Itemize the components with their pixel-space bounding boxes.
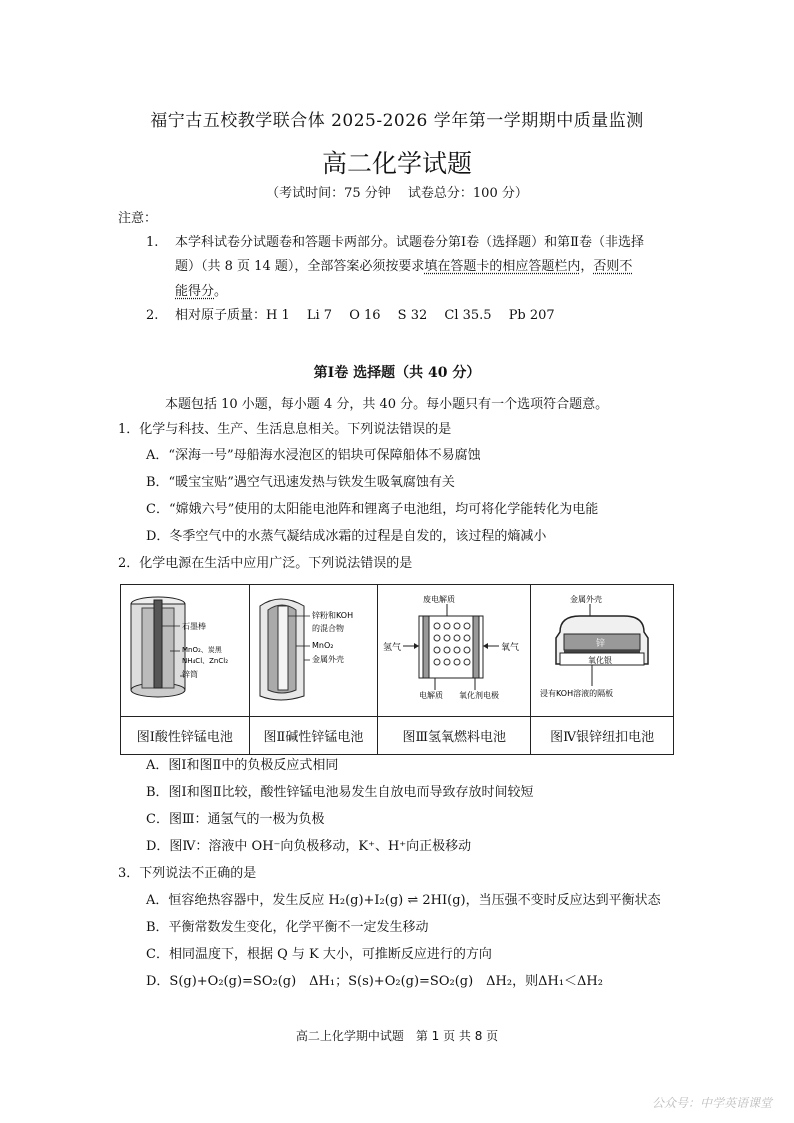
fig4-label-metal-shell: 金属外壳 (570, 595, 603, 604)
figure-3-caption: 图Ⅲ氢氧燃料电池 (378, 717, 531, 755)
section-1-title: 第Ⅰ卷 选择题（共 40 分） (313, 365, 481, 381)
fig3-label-hydrogen: 氢气 (383, 643, 402, 653)
q1-option-c: C．“嫦娥六号”使用的太阳能电池阵和锂离子电池组，均可将化学能转化为电能 (146, 502, 599, 517)
fig4-label-separator: 浸有KOH溶液的隔板 (540, 689, 614, 698)
q2-option-b: B．图Ⅰ和图Ⅱ比较，酸性锌锰电池易发生自放电而导致存放时间较短 (146, 785, 534, 800)
acidic-zinc-manganese-battery-diagram (122, 586, 248, 711)
note-1-emphasis-3: 能得分 (175, 284, 215, 299)
note-1-line-1: 本学科试卷分试题卷和答题卡两部分。试题卷分第Ⅰ卷（选择题）和第Ⅱ卷（非选择 (175, 235, 644, 250)
q2-stem: 2．化学电源在生活中应用广泛。下列说法错误的是 (118, 556, 413, 571)
fig3-label-waste-electrolyte: 废电解质 (423, 595, 456, 604)
alkaline-zinc-manganese-battery-diagram (250, 586, 376, 711)
fig1-label-graphite: 石墨棒 (181, 622, 206, 631)
figure-3-cell (378, 585, 531, 717)
fig3-label-oxidant-electrode: 氧化剂电极 (459, 691, 500, 700)
note-1-line-3 (175, 282, 227, 302)
q3-option-b: B．平衡常数发生变化，化学平衡不一定发生移动 (146, 920, 429, 935)
battery-figure-table (120, 584, 674, 755)
silver-zinc-button-cell-diagram (532, 586, 672, 711)
note-1-comma: ， (580, 259, 594, 274)
note-1-line-2 (175, 257, 632, 277)
q2-option-c: C．图Ⅲ：通氢气的一极为负极 (146, 812, 325, 827)
section-1-desc: 本题包括 10 小题，每小题 4 分，共 40 分。每小题只有一个选项符合题意。 (165, 397, 609, 412)
watermark: 公众号：中学英语课堂 (651, 1096, 772, 1110)
note-1-number: 1. (146, 235, 159, 250)
note-1-emphasis-2: 否则不 (593, 259, 633, 274)
notes-label: 注意： (118, 211, 158, 226)
q2-option-a: A．图Ⅰ和图Ⅱ中的负极反应式相同 (146, 758, 339, 773)
figure-1-cell (121, 585, 250, 717)
q1-stem: 1．化学与科技、生产、生活息息相关。下列说法错误的是 (118, 422, 452, 437)
q1-option-b: B．“暖宝宝贴”遇空气迅速发热与铁发生吸氧腐蚀有关 (146, 475, 455, 490)
fig1-label-mno2: MnO₂、炭黑 (181, 646, 222, 654)
fig1-label-electrolyte: NH₄Cl、ZnCl₂ (181, 657, 228, 665)
school-header: 福宁古五校教学联合体 2025-2026 学年第一学期期中质量监测 (150, 111, 644, 131)
page-title: 高二化学试题 (321, 149, 472, 178)
q3-stem: 3．下列说法不正确的是 (118, 866, 257, 881)
figure-2-caption: 图Ⅱ碱性锌锰电池 (249, 717, 378, 755)
q3-option-d: D．S(g)+O₂(g)=SO₂(g) ΔH₁；S(s)+O₂(g)=SO₂(g) ΔH₂，则ΔH₁＜ΔH₂ (146, 974, 603, 989)
note-1-period: 。 (214, 284, 228, 299)
fig3-label-oxygen: 氧气 (501, 643, 520, 653)
fig2-label-metal-shell: 金属外壳 (312, 655, 345, 664)
q2-option-d: D．图Ⅳ：溶液中 OH⁻向负极移动，K⁺、H⁺向正极移动 (146, 839, 472, 854)
fig4-label-zinc: 锌 (596, 639, 606, 649)
q3-option-a: A．恒容绝热容器中，发生反应 H₂(g)+I₂(g) ⇌ 2HI(g)，当压强不变时反应达到平衡状态 (146, 893, 661, 908)
fig1-label-zinc-can: 锌筒 (181, 670, 198, 679)
fig4-label-silver-oxide: 氧化银 (588, 656, 613, 665)
note-1-text-a: 题）（共 8 页 14 题），全部答案必须按要求 (175, 259, 425, 274)
figure-4-caption: 图Ⅳ银锌纽扣电池 (531, 717, 674, 755)
page-footer: 高二上化学期中试题 第 1 页 共 8 页 (295, 1029, 499, 1043)
q1-option-a: A．“深海一号”母船海水浸泡区的铝块可保障船体不易腐蚀 (146, 448, 481, 463)
q1-option-d: D．冬季空气中的水蒸气凝结成冰霜的过程是自发的，该过程的熵减小 (146, 529, 547, 544)
figure-1-caption: 图Ⅰ酸性锌锰电池 (121, 717, 250, 755)
note-2-number: 2. (146, 308, 159, 323)
fig2-label-zinc-koh: 锌粉和KOH (312, 611, 354, 620)
fig2-label-mixture: 的混合物 (312, 624, 345, 633)
figure-2-cell (249, 585, 378, 717)
fig3-label-electrolyte: 电解质 (419, 691, 444, 700)
note-2-text: 相对原子质量：H 1 Li 7 O 16 S 32 Cl 35.5 Pb 207 (175, 308, 555, 323)
fig2-label-mno2: MnO₂ (312, 641, 334, 650)
exam-info: （考试时间：75 分钟 试卷总分：100 分） (266, 186, 528, 201)
figure-4-cell (531, 585, 674, 717)
hydrogen-oxygen-fuel-cell-diagram (379, 586, 529, 711)
note-1-emphasis: 填在答题卡的相应答题栏内 (424, 259, 581, 274)
q3-option-c: C．相同温度下，根据 Q 与 K 大小，可推断反应进行的方向 (146, 947, 492, 962)
